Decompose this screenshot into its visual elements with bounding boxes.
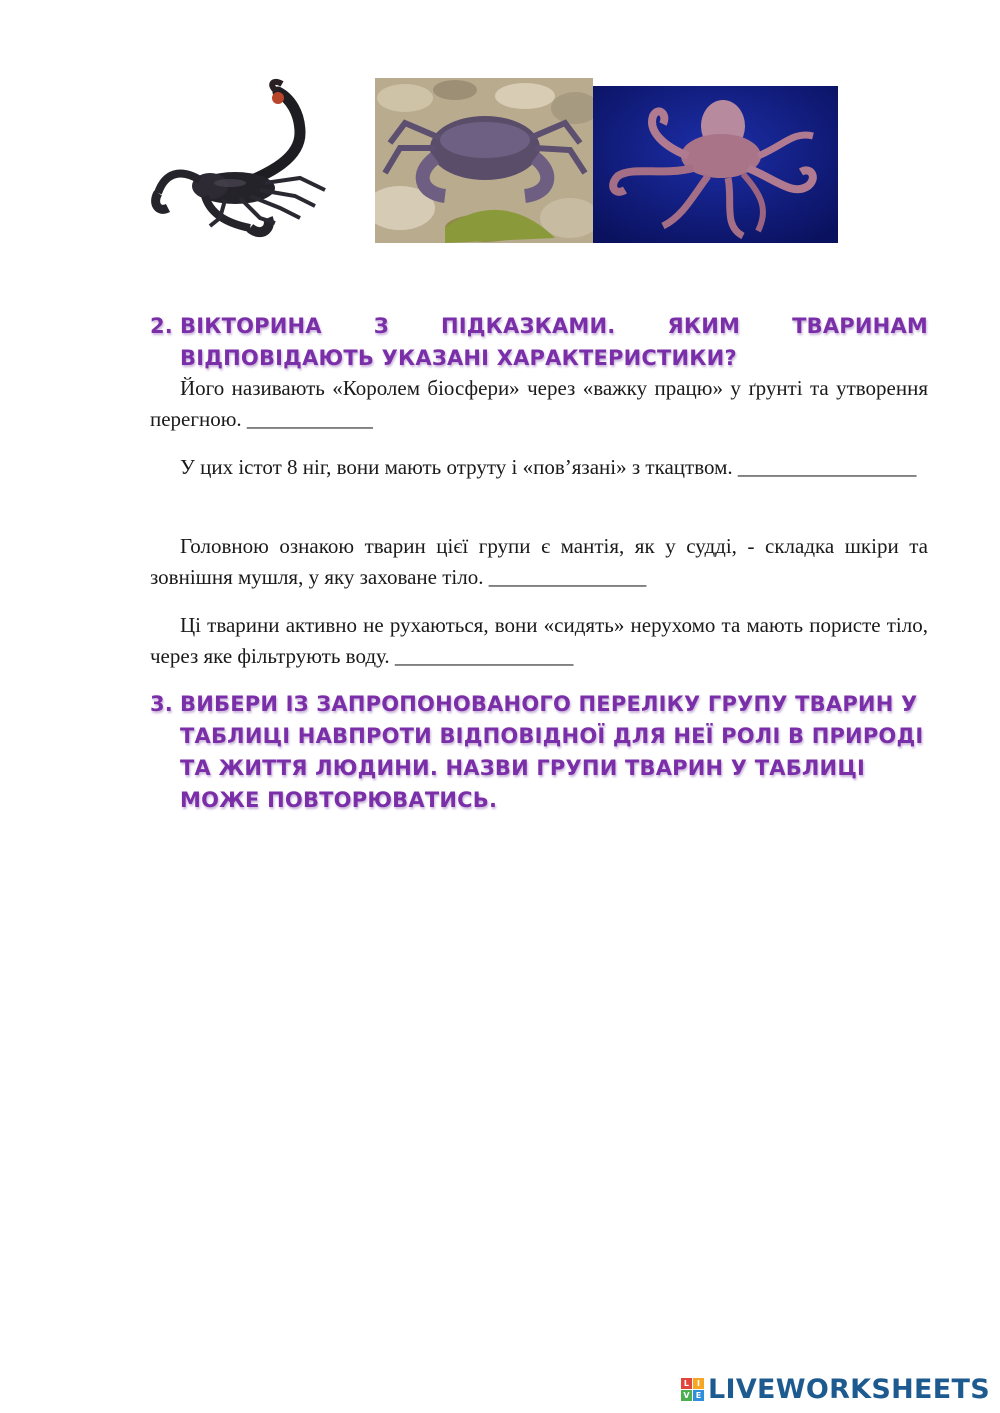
badge-letter: V bbox=[681, 1390, 692, 1401]
clue-1: Його називають «Королем біосфери» через «важку працю» у ґрунті та утворення перегною. ____________ bbox=[150, 376, 928, 431]
liveworksheets-badge-icon bbox=[681, 1378, 704, 1401]
heading-word: ЯКИМ bbox=[667, 314, 741, 338]
clue-4: Ці тварини активно не рухаються, вони «сидять» нерухомо та мають пористе тіло, через яке фільтрують воду. _________________ bbox=[150, 613, 928, 668]
heading-word: ТВАРИНАМ bbox=[792, 314, 928, 338]
question-2-heading bbox=[150, 310, 928, 374]
question-2-number: 2. bbox=[150, 314, 173, 338]
liveworksheets-logo bbox=[681, 1374, 990, 1405]
heading-word: З bbox=[373, 314, 389, 338]
heading-word: ПІДКАЗКАМИ. bbox=[440, 314, 616, 338]
octopus-illustration bbox=[593, 86, 838, 243]
crab-photo bbox=[375, 78, 593, 243]
question-2-heading-line-2: ВІДПОВІДАЮТЬ УКАЗАНІ ХАРАКТЕРИСТИКИ? bbox=[180, 346, 737, 370]
question-3-heading-text: ВИБЕРИ ІЗ ЗАПРОПОНОВАНОГО ПЕРЕЛІКУ ГРУПУ ТВАРИН У ТАБЛИЦІ НАВПРОТИ ВІДПОВІДНОЇ ДЛЯ НЕЇ РОЛІ В ПРИРОДІ ТА ЖИТТЯ ЛЮДИНИ. НАЗВИ ГРУПИ ТВАРИН У ТАБЛИЦІ МОЖЕ ПОВТОРЮВАТИСЬ. bbox=[180, 692, 924, 812]
badge-letter: E bbox=[693, 1390, 704, 1401]
scorpion-photo bbox=[150, 78, 340, 248]
liveworksheets-wordmark: LIVEWORKSHEETS bbox=[707, 1374, 990, 1405]
scorpion-illustration bbox=[150, 78, 340, 248]
clue-2: У цих істот 8 ніг, вони мають отруту і «пов’язані» з ткацтвом. _________________ bbox=[180, 455, 917, 479]
heading-word: ВІКТОРИНА bbox=[180, 314, 322, 338]
question-3-number: 3. bbox=[150, 692, 173, 716]
question-2-heading-line-1 bbox=[180, 310, 928, 342]
question-3-heading bbox=[150, 688, 928, 816]
badge-letter: I bbox=[693, 1378, 704, 1389]
octopus-photo bbox=[593, 86, 838, 243]
badge-letter: L bbox=[681, 1378, 692, 1389]
crab-illustration bbox=[375, 78, 593, 243]
clue-3: Головною ознакою тварин цієї групи є мантія, як у судді, - складка шкіри та зовнішня мушля, у яку заховане тіло. _______________ bbox=[150, 534, 928, 589]
